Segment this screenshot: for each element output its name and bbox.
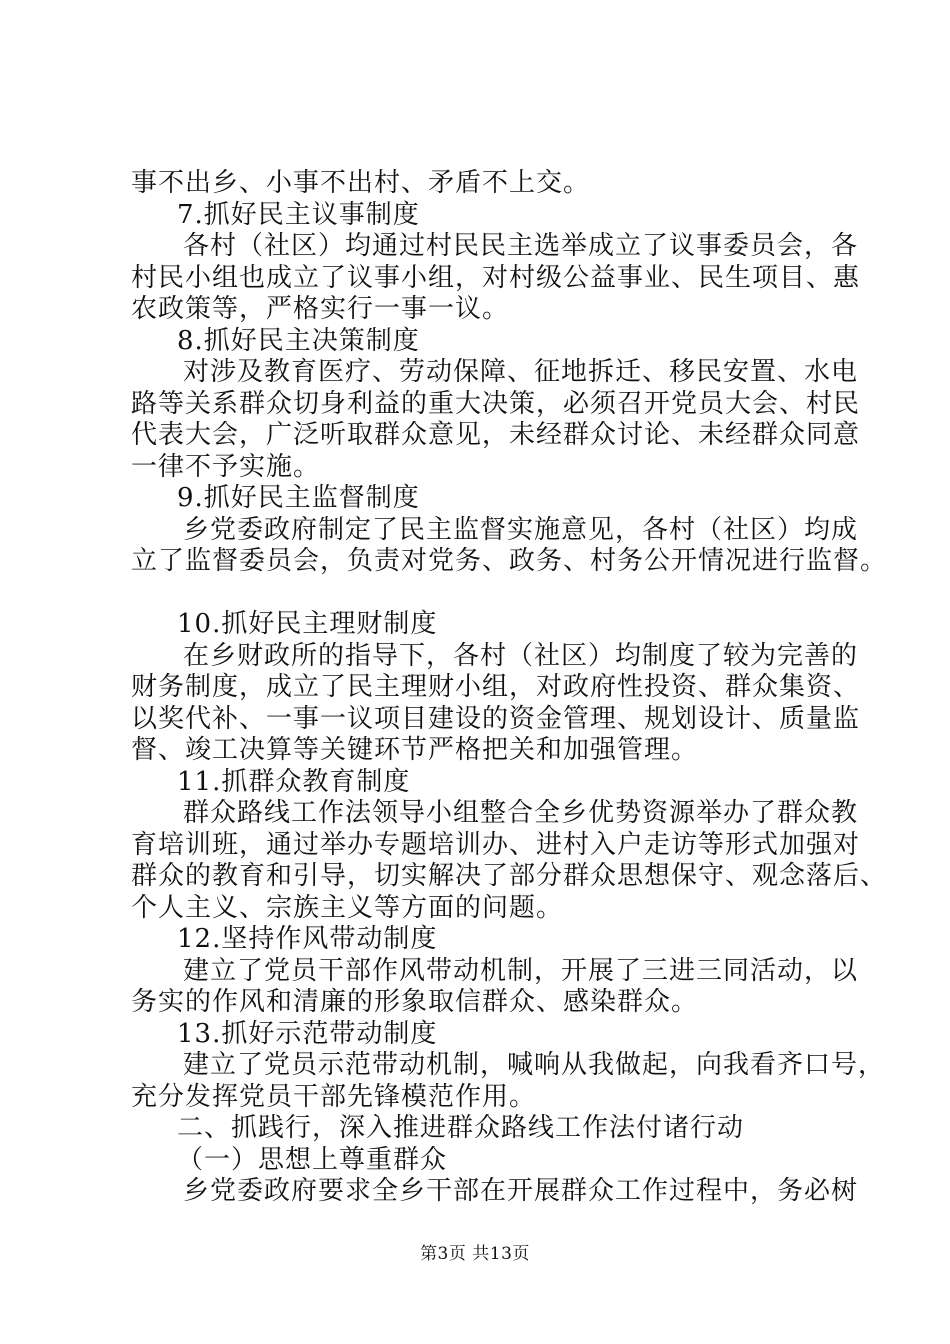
text-line: 督、竣工决算等关键环节严格把关和加强管理。 <box>131 735 699 765</box>
blank-line <box>131 578 831 610</box>
text-line: 以奖代补、一事一议项目建设的资金管理、规划设计、质量监 <box>131 703 861 734</box>
text-line: 立了监督委员会，负责对党务、政务、村务公开情况进行监督。 <box>131 546 888 576</box>
text-line: 群众的教育和引导，切实解决了部分群众思想保守、观念落后、 <box>131 861 888 891</box>
section-heading: 11.抓群众教育制度 <box>177 766 411 797</box>
text-line: 务实的作风和清廉的形象取信群众、感染群众。 <box>131 987 699 1017</box>
text-line: 建立了党员示范带动机制，喊响从我做起，向我看齐口号， <box>183 1050 886 1080</box>
document-body <box>131 168 888 1208</box>
text-line: 充分发挥党员干部先锋模范作用。 <box>131 1081 537 1112</box>
text-line: 路等关系群众切身利益的重大决策，必须召开党员大会、村民 <box>131 388 861 419</box>
text-line: 村民小组也成立了议事小组，对村级公益事业、民生项目、惠 <box>131 262 861 293</box>
page-footer: 第3页 共13页 <box>420 1244 530 1264</box>
text-line: 乡党委政府要求全乡干部在开展群众工作过程中，务必树 <box>183 1176 859 1206</box>
text-line: 乡党委政府制定了民主监督实施意见，各村（社区）均成 <box>183 514 859 545</box>
chapter-heading: 二、抓践行，深入推进群众路线工作法付诸行动 <box>177 1113 745 1143</box>
text-line: 农政策等，严格实行一事一议。 <box>131 294 510 324</box>
text-line: 各村（社区）均通过村民民主选举成立了议事委员会，各 <box>183 231 859 261</box>
text-line: 在乡财政所的指导下，各村（社区）均制度了较为完善的 <box>183 640 859 671</box>
text-line: 个人主义、宗族主义等方面的问题。 <box>131 892 564 923</box>
section-heading: 12.坚持作风带动制度 <box>177 924 438 954</box>
text-line: 对涉及教育医疗、劳动保障、征地拆迁、移民安置、水电 <box>183 357 859 387</box>
section-heading: 7.抓好民主议事制度 <box>177 199 420 230</box>
text-line: 代表大会，广泛听取群众意见，未经群众讨论、未经群众同意 <box>131 420 861 450</box>
text-line: 一律不予实施。 <box>131 451 321 482</box>
text-line: 建立了党员干部作风带动机制，开展了三进三同活动，以 <box>183 955 859 986</box>
section-heading: 9.抓好民主监督制度 <box>177 483 420 513</box>
section-heading: 8.抓好民主决策制度 <box>177 325 420 356</box>
section-heading: 13.抓好示范带动制度 <box>177 1018 438 1049</box>
text-line: 群众路线工作法领导小组整合全乡优势资源举办了群众教 <box>183 798 859 828</box>
text-line: 财务制度，成立了民主理财小组，对政府性投资、群众集资、 <box>131 672 861 702</box>
text-line: 育培训班，通过举办专题培训办、进村入户走访等形式加强对 <box>131 829 861 860</box>
subsection-heading: （一）思想上尊重群众 <box>177 1144 448 1175</box>
text-line: 事不出乡、小事不出村、矛盾不上交。 <box>131 168 591 198</box>
section-heading: 10.抓好民主理财制度 <box>177 609 438 639</box>
